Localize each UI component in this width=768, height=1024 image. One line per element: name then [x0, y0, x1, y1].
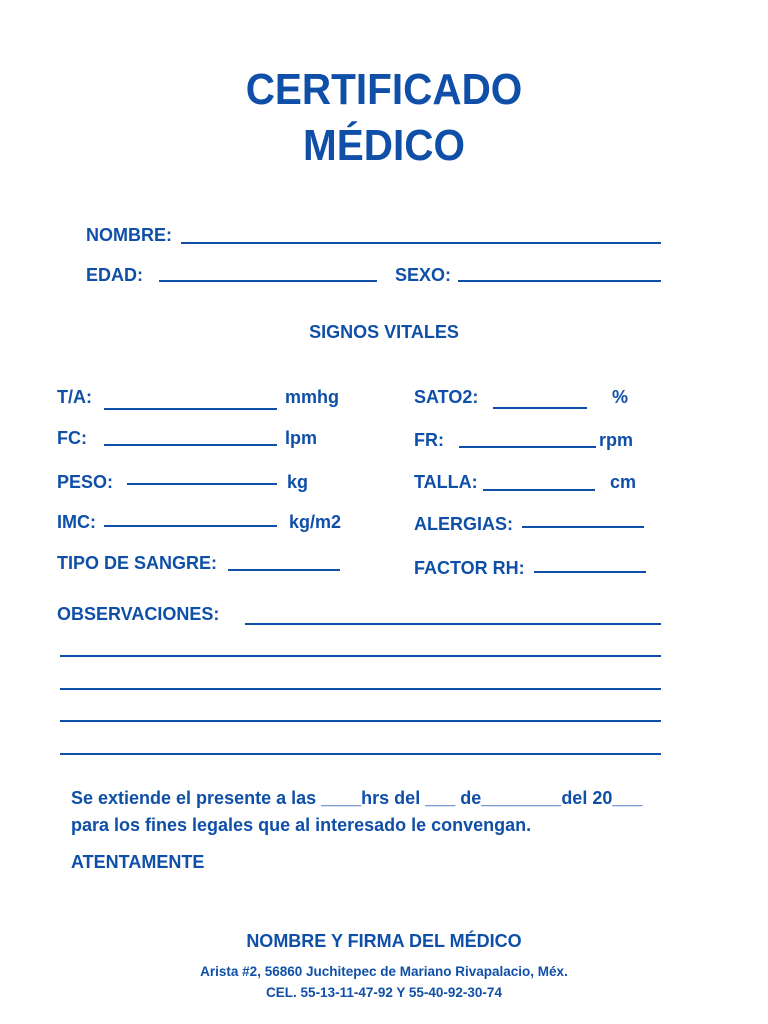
observations-line-1[interactable]: [245, 623, 661, 625]
peso-field-line[interactable]: [127, 483, 277, 485]
name-label: NOMBRE:: [86, 225, 172, 245]
talla-field-line[interactable]: [483, 489, 595, 491]
peso-label: PESO:: [57, 472, 114, 492]
imc-field-line[interactable]: [104, 525, 277, 527]
sato2-field-line[interactable]: [493, 407, 587, 409]
fc-unit: lpm: [285, 428, 318, 448]
age-label: EDAD:: [86, 265, 143, 285]
fr-label: FR:: [414, 430, 444, 450]
sato2-label: SATO2:: [414, 387, 479, 407]
fc-field-line[interactable]: [104, 444, 277, 446]
ta-label: T/A:: [57, 387, 92, 407]
ta-field-line[interactable]: [104, 408, 277, 410]
observations-line-4[interactable]: [60, 720, 661, 722]
fr-unit: rpm: [599, 430, 634, 450]
title-line-1: CERTIFICADO: [245, 65, 523, 114]
peso-unit: kg: [287, 472, 309, 492]
sex-field-line[interactable]: [458, 280, 661, 282]
signature-label: NOMBRE Y FIRMA DEL MÉDICO: [246, 931, 522, 951]
fr-field-line[interactable]: [459, 446, 596, 448]
imc-unit: kg/m2: [289, 512, 342, 532]
name-field-line[interactable]: [181, 242, 661, 244]
fc-label: FC:: [57, 428, 87, 448]
talla-label: TALLA:: [414, 472, 478, 492]
closing-text: ATENTAMENTE: [71, 852, 205, 872]
sex-label: SEXO:: [395, 265, 452, 285]
allergies-field-line[interactable]: [522, 526, 644, 528]
blood-type-label: TIPO DE SANGRE:: [57, 553, 218, 573]
observations-line-2[interactable]: [60, 655, 661, 657]
talla-unit: cm: [610, 472, 637, 492]
title-line-2: MÉDICO: [303, 121, 465, 170]
observations-line-5[interactable]: [60, 753, 661, 755]
blood-type-field-line[interactable]: [228, 569, 340, 571]
vitals-heading: SIGNOS VITALES: [309, 322, 459, 342]
sato2-unit: %: [612, 387, 629, 407]
footer-address: Arista #2, 56860 Juchitepec de Mariano Rivapalacio, Méx.: [200, 964, 568, 979]
age-field-line[interactable]: [159, 280, 377, 282]
footer-phone: CEL. 55-13-11-47-92 Y 55-40-92-30-74: [266, 985, 502, 1000]
statement-line-1: Se extiende el presente a las ____hrs del ___ de________del 20___: [71, 788, 643, 808]
statement-line-2: para los fines legales que al interesado le convengan.: [71, 815, 532, 835]
imc-label: IMC:: [57, 512, 96, 532]
observations-label: OBSERVACIONES:: [57, 604, 220, 624]
ta-unit: mmhg: [285, 387, 339, 407]
observations-line-3[interactable]: [60, 688, 661, 690]
allergies-label: ALERGIAS:: [414, 514, 513, 534]
rh-factor-field-line[interactable]: [534, 571, 646, 573]
rh-factor-label: FACTOR RH:: [414, 558, 525, 578]
